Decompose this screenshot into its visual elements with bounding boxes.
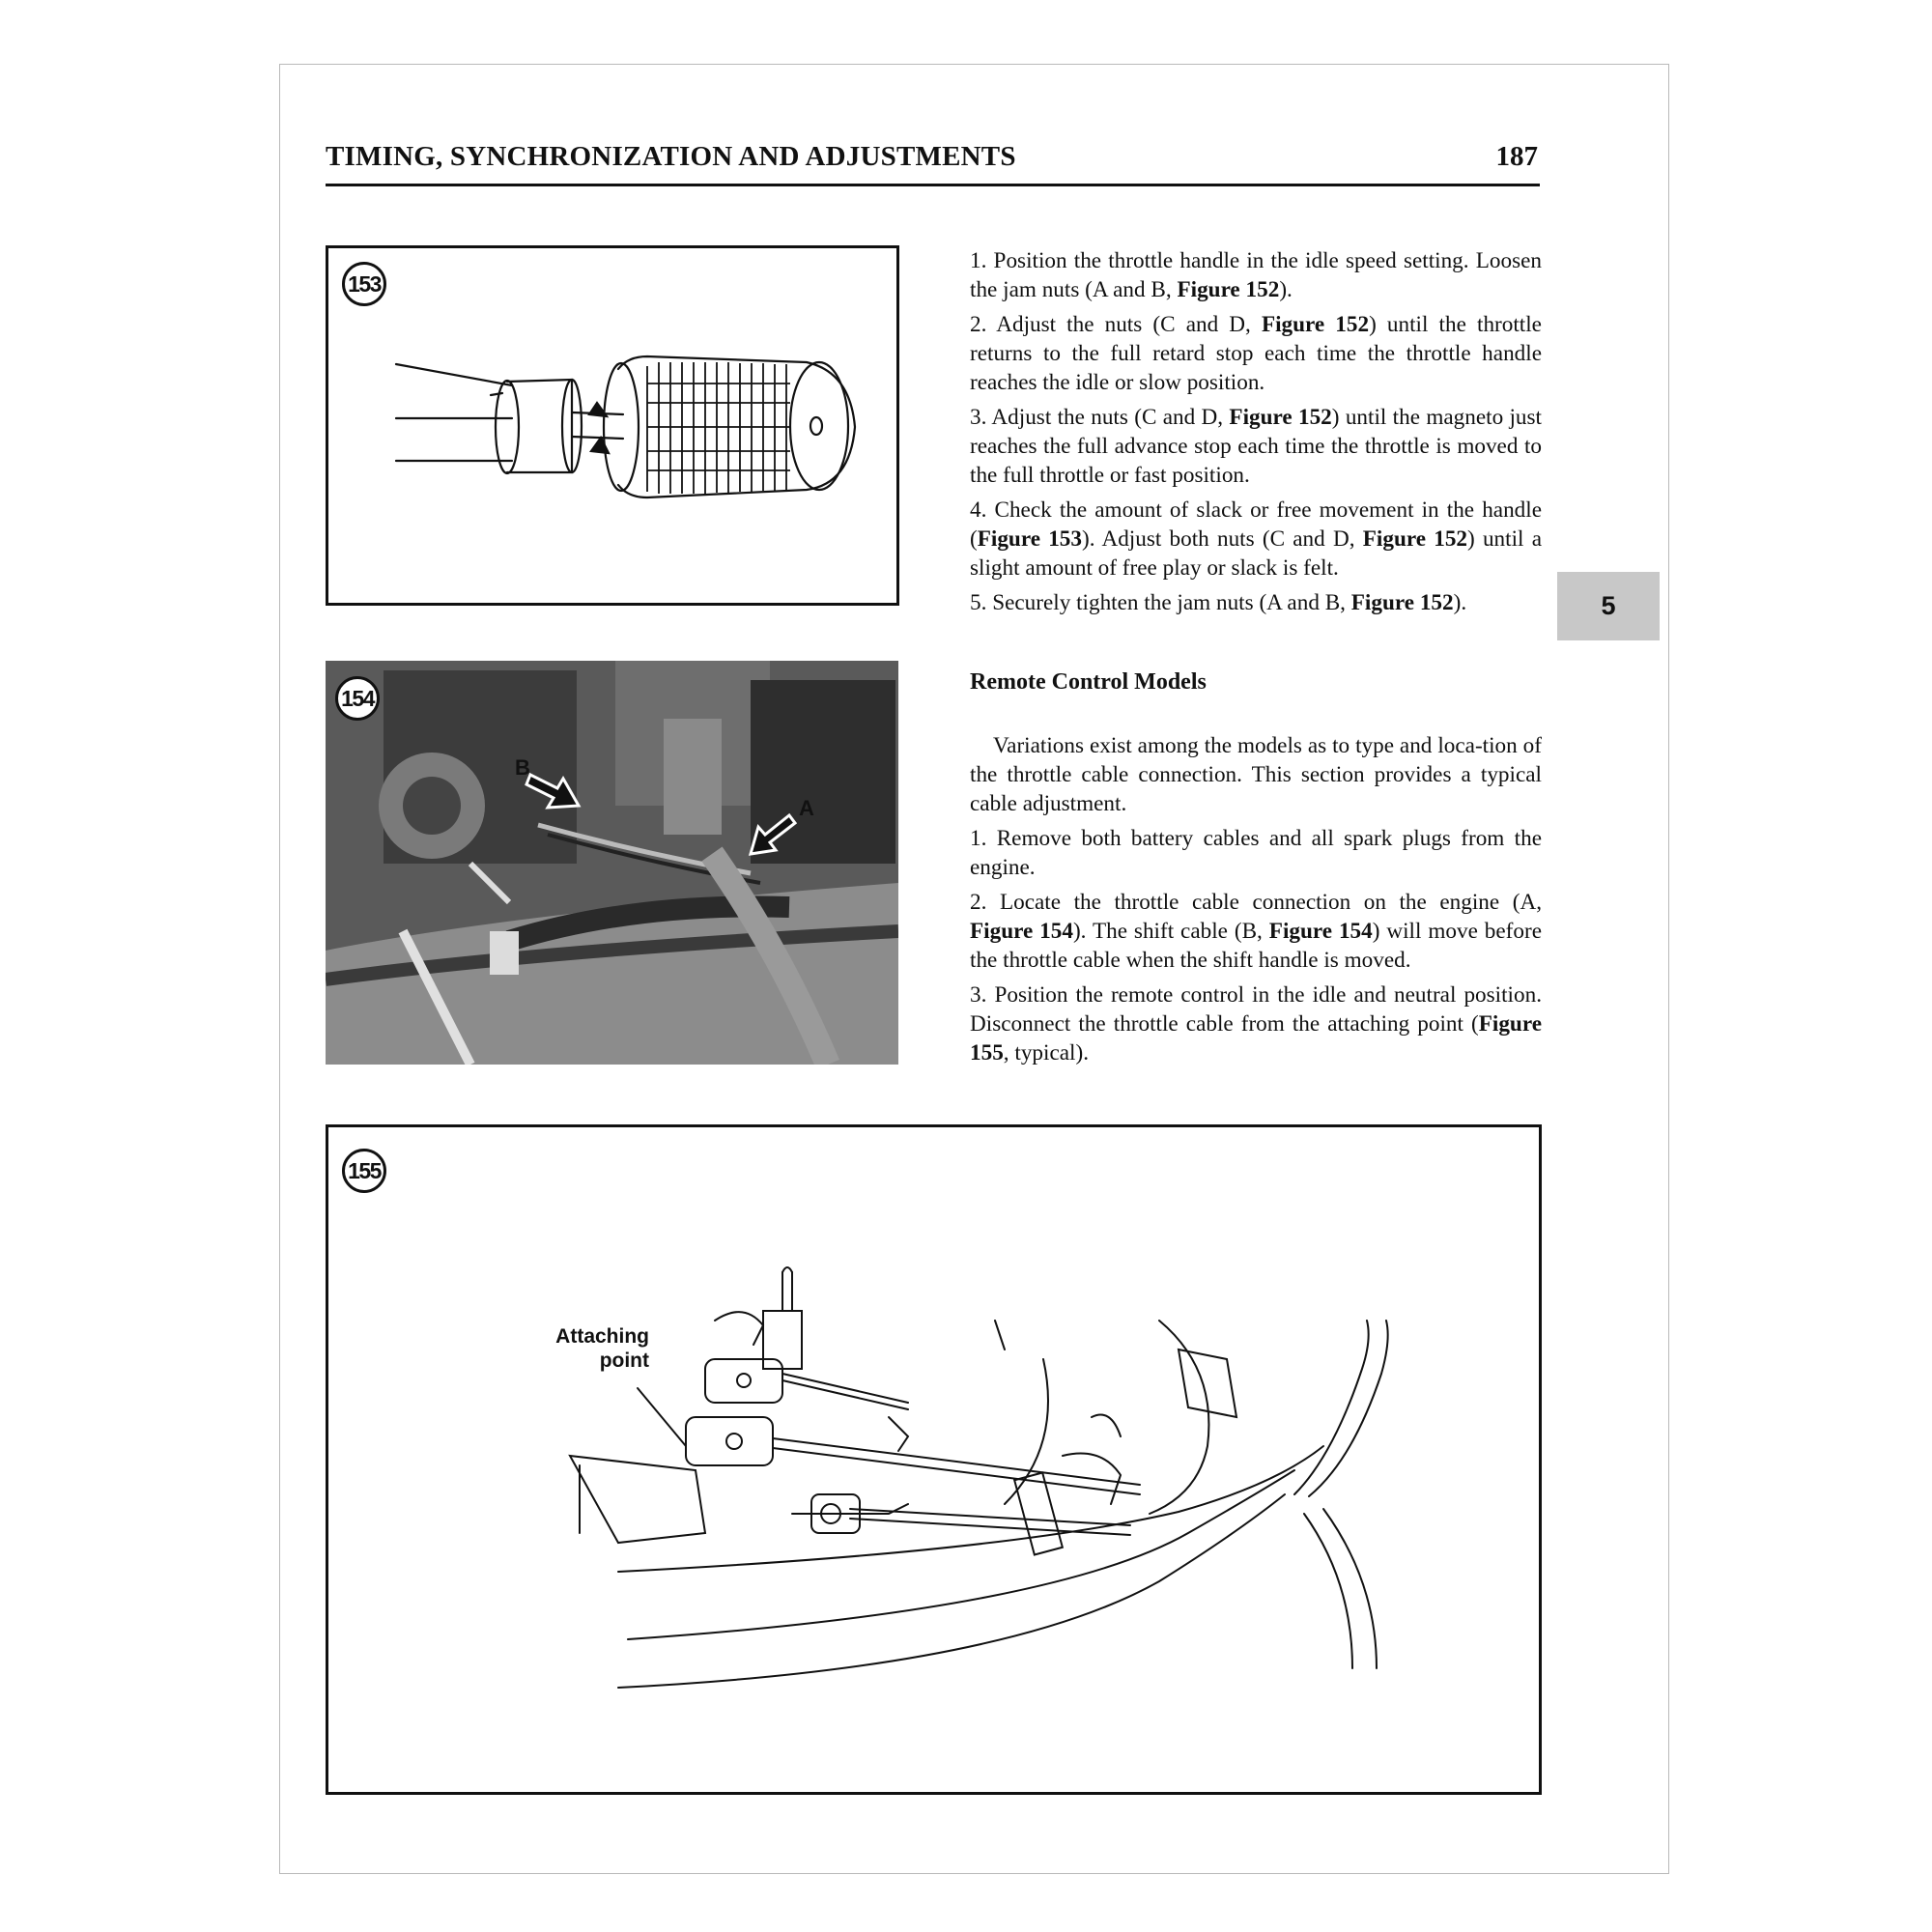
throttle-handle-drawing [328, 248, 896, 603]
section-step: 1. Remove both battery cables and all spark plugs from the engine. [970, 826, 1542, 880]
steps-top [970, 246, 1542, 623]
section-intro: Variations exist among the models as to type and loca-tion of the throttle cable connection. This section provides a typical cable adjustment. [970, 733, 1542, 816]
step-paragraph: 1. Position the throttle handle in the idle speed setting. Loosen the jam nuts (A and B, Figure 152). [970, 248, 1542, 302]
step-paragraph: 4. Check the amount of slack or free movement in the handle (Figure 153). Adjust both nuts (C and D, Figure 152) until a slight amount of free play or slack is felt. [970, 497, 1542, 581]
cable-connection-drawing [328, 1127, 1539, 1792]
callout-line-2: point [599, 1350, 649, 1372]
section-step: 3. Position the remote control in the idle and neutral position. Disconnect the throttle cable from the attaching point (Figure 155, typical). [970, 982, 1542, 1065]
figure-155 [326, 1124, 1542, 1795]
section-body [970, 731, 1542, 1073]
section-heading: Remote Control Models [970, 669, 1207, 695]
running-title: TIMING, SYNCHRONIZATION AND ADJUSTMENTS [326, 141, 1016, 172]
photo-label-b: B [515, 755, 530, 780]
page-number: 187 [1495, 141, 1538, 172]
step-paragraph: 2. Adjust the nuts (C and D, Figure 152) until the throttle returns to the full retard stop each time the throttle handle reaches the idle or slow position. [970, 312, 1542, 395]
engine-photo-illustration [326, 661, 898, 1065]
step-paragraph: 3. Adjust the nuts (C and D, Figure 152) until the magneto just reaches the full advance stop each time the throttle is moved to the full throttle or fast position. [970, 405, 1542, 488]
figure-153 [326, 245, 899, 606]
figure-153-number: 153 [342, 262, 386, 306]
callout-line-1: Attaching [555, 1325, 649, 1348]
figure-155-number: 155 [342, 1149, 386, 1193]
figure-154-number: 154 [335, 676, 380, 721]
section-step: 2. Locate the throttle cable connection on the engine (A, Figure 154). The shift cable (B, Figure 154) will move before the throttle cable when the shift handle is moved. [970, 890, 1542, 973]
chapter-tab: 5 [1557, 572, 1660, 640]
photo-label-a: A [799, 796, 814, 820]
step-paragraph: 5. Securely tighten the jam nuts (A and B, Figure 152). [970, 590, 1467, 615]
running-head [326, 141, 1540, 186]
figure-154-photo [326, 661, 898, 1065]
